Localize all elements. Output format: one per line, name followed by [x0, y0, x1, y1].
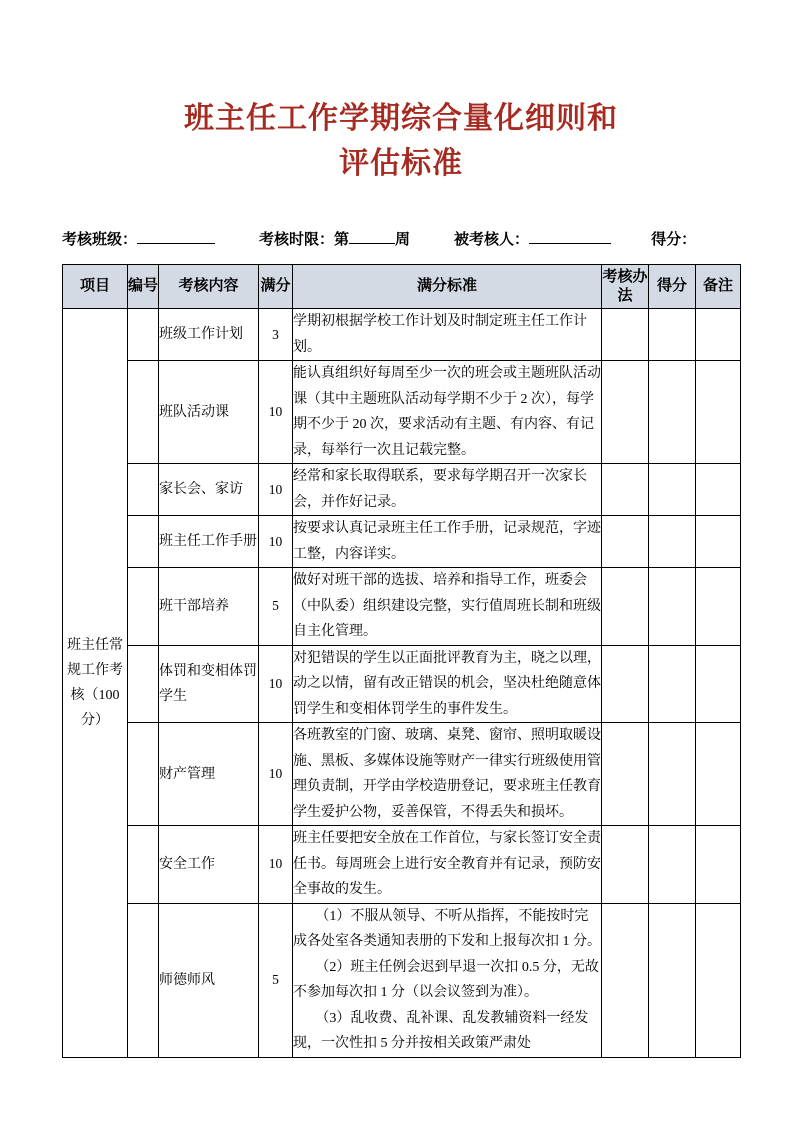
- standard-paragraph: 做好对班干部的选拔、培养和指导工作，班委会（中队委）组织建设完整，实行值周班长制和班级自主化管理。: [293, 573, 601, 639]
- header-full-score: 满分: [259, 265, 293, 309]
- row-standard-cell: [293, 516, 602, 568]
- assessed-class-blank[interactable]: [137, 228, 215, 244]
- header-number: 编号: [128, 265, 159, 309]
- row-points-cell[interactable]: [649, 903, 696, 1057]
- row-content-cell: 家长会、家访: [159, 464, 259, 516]
- standard-paragraph: （1）不服从领导、不听从指挥，不能按时完成各处室各类通知表册的下发和上报每次扣 1 分。: [293, 908, 601, 949]
- standard-paragraph: （3）乱收费、乱补课、乱发教辅资料一经发现，一次性扣 5 分并按相关政策严肃处: [293, 1010, 589, 1051]
- row-points-cell[interactable]: [649, 826, 696, 904]
- row-method-cell[interactable]: [602, 723, 649, 826]
- row-remark-cell[interactable]: [696, 645, 741, 723]
- row-method-cell[interactable]: [602, 464, 649, 516]
- row-score-cell: 10: [259, 645, 293, 723]
- row-standard-cell: [293, 464, 602, 516]
- table-row: [63, 645, 741, 723]
- row-score-cell: 3: [259, 309, 293, 361]
- row-standard-cell: [293, 903, 602, 1057]
- assessee-label: 被考核人：: [454, 232, 530, 248]
- header-content: 考核内容: [159, 265, 259, 309]
- table-row: [63, 361, 741, 464]
- row-number-cell: [128, 568, 159, 646]
- row-content-cell: 班级工作计划: [159, 309, 259, 361]
- row-number-cell: [128, 516, 159, 568]
- standard-paragraph: 经常和家长取得联系，要求每学期召开一次家长会，并作好记录。: [293, 469, 587, 510]
- row-content-cell: 师德师风: [159, 903, 259, 1057]
- assessment-period-blank[interactable]: [349, 228, 395, 244]
- standard-paragraph: 各班教室的门窗、玻璃、桌凳、窗帘、照明取暖设施、黑板、多媒体设施等财产一律实行班级使用管理负责制，开学由学校造册登记，要求班主任教育学生爱护公物，妥善保管，不得丢失和损坏。: [293, 728, 601, 820]
- row-remark-cell[interactable]: [696, 568, 741, 646]
- row-points-cell[interactable]: [649, 723, 696, 826]
- row-number-cell: [128, 309, 159, 361]
- form-info-line: [62, 228, 742, 254]
- row-method-cell[interactable]: [602, 568, 649, 646]
- table-row: [63, 723, 741, 826]
- table-row: [63, 516, 741, 568]
- row-remark-cell[interactable]: [696, 361, 741, 464]
- row-number-cell: [128, 464, 159, 516]
- standard-paragraph: 能认真组织好每周至少一次的班会或主题班队活动课（其中主题班队活动每学期不少于 2 次），每学期不少于 20 次，要求活动有主题、有内容、有记录，每举行一次且记载完整。: [293, 366, 601, 458]
- row-number-cell: [128, 361, 159, 464]
- row-points-cell[interactable]: [649, 516, 696, 568]
- row-number-cell: [128, 826, 159, 904]
- row-points-cell[interactable]: [649, 645, 696, 723]
- row-standard-cell: [293, 723, 602, 826]
- title-line-2: 评估标准: [339, 147, 463, 180]
- row-content-cell: 体罚和变相体罚学生: [159, 645, 259, 723]
- row-content-cell: 班干部培养: [159, 568, 259, 646]
- table-header-row: [63, 265, 741, 309]
- standard-paragraph: （2）班主任例会迟到早退一次扣 0.5 分，无故不参加每次扣 1 分（以会议签到为准）。: [293, 959, 599, 1000]
- row-number-cell: [128, 723, 159, 826]
- row-number-cell: [128, 903, 159, 1057]
- row-standard-cell: [293, 361, 602, 464]
- table-body: [63, 309, 741, 1058]
- standard-paragraph: 班主任要把安全放在工作首位，与家长签订安全责任书。每周班会上进行安全教育并有记录，预防安全事故的发生。: [293, 831, 601, 897]
- row-remark-cell[interactable]: [696, 826, 741, 904]
- row-content-cell: 班主任工作手册: [159, 516, 259, 568]
- row-standard-cell: [293, 645, 602, 723]
- row-number-cell: [128, 645, 159, 723]
- row-method-cell[interactable]: [602, 361, 649, 464]
- table-row: [63, 568, 741, 646]
- row-score-cell: 10: [259, 361, 293, 464]
- row-content-cell: 财产管理: [159, 723, 259, 826]
- row-standard-cell: [293, 826, 602, 904]
- row-remark-cell[interactable]: [696, 723, 741, 826]
- row-method-cell[interactable]: [602, 516, 649, 568]
- row-score-cell: 10: [259, 826, 293, 904]
- row-points-cell[interactable]: [649, 309, 696, 361]
- row-method-cell[interactable]: [602, 903, 649, 1057]
- row-method-cell[interactable]: [602, 645, 649, 723]
- assessed-class-label: 考核班级：: [62, 232, 138, 248]
- table-row: [63, 464, 741, 516]
- row-points-cell[interactable]: [649, 568, 696, 646]
- row-remark-cell[interactable]: [696, 309, 741, 361]
- assessment-period-suffix: 周: [395, 232, 411, 248]
- standard-paragraph: 学期初根据学校工作计划及时制定班主任工作计划。: [293, 314, 587, 355]
- assessee-blank[interactable]: [529, 228, 611, 244]
- row-score-cell: 10: [259, 464, 293, 516]
- header-standard: 满分标准: [293, 265, 602, 309]
- evaluation-table: [62, 264, 741, 1058]
- row-remark-cell[interactable]: [696, 516, 741, 568]
- row-standard-cell: [293, 568, 602, 646]
- row-score-cell: 10: [259, 723, 293, 826]
- standard-paragraph: 按要求认真记录班主任工作手册，记录规范，字迹工整，内容详实。: [293, 521, 601, 562]
- header-method: 考核办法: [602, 265, 649, 309]
- row-content-cell: 班队活动课: [159, 361, 259, 464]
- row-score-cell: 10: [259, 516, 293, 568]
- table-row: [63, 309, 741, 361]
- assessment-period-label: 考核时限：第: [259, 232, 350, 248]
- page-title: [62, 96, 740, 186]
- row-method-cell[interactable]: [602, 309, 649, 361]
- row-content-cell: 安全工作: [159, 826, 259, 904]
- row-remark-cell[interactable]: [696, 464, 741, 516]
- total-score-label: 得分：: [651, 232, 697, 248]
- row-score-cell: 5: [259, 903, 293, 1057]
- standard-paragraph: 对犯错误的学生以正面批评教育为主，晓之以理，动之以情，留有改正错误的机会，坚决杜绝随意体罚学生和变相体罚学生的事件发生。: [293, 650, 601, 717]
- header-remark: 备注: [696, 265, 741, 309]
- header-points: 得分: [649, 265, 696, 309]
- project-group-cell: 班主任常规工作考核（100分）: [63, 309, 128, 1058]
- row-score-cell: 5: [259, 568, 293, 646]
- row-remark-cell[interactable]: [696, 903, 741, 1057]
- row-standard-cell: [293, 309, 602, 361]
- row-points-cell[interactable]: [649, 464, 696, 516]
- row-method-cell[interactable]: [602, 826, 649, 904]
- row-points-cell[interactable]: [649, 361, 696, 464]
- table-row: [63, 826, 741, 904]
- title-line-1: 班主任工作学期综合量化细则和: [184, 102, 618, 135]
- header-project: 项目: [63, 265, 128, 309]
- table-row: [63, 903, 741, 1057]
